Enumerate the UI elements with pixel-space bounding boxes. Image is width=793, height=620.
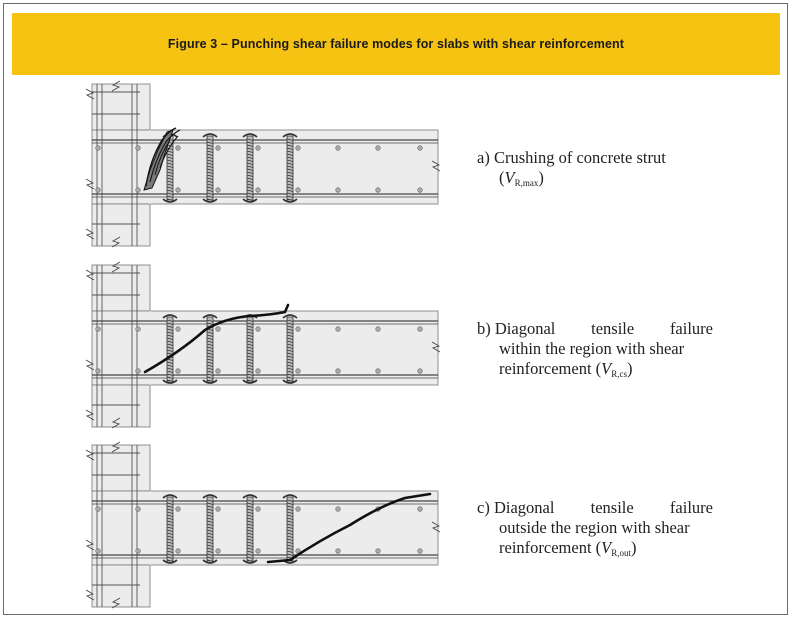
rebar-dot-bottom: [256, 549, 261, 554]
rebar-dot-bottom: [418, 549, 423, 554]
column-lower: [92, 565, 150, 607]
caption-c: [477, 498, 713, 563]
rebar-dot-bottom: [136, 549, 141, 554]
rebar-dot-top: [296, 327, 301, 332]
rebar-dot-bottom: [376, 369, 381, 374]
caption-a: [477, 148, 713, 193]
column-lower: [92, 204, 150, 246]
rebar-dot-top: [256, 327, 261, 332]
caption-a-word: strut: [636, 148, 666, 167]
rebar-dot-bottom: [256, 188, 261, 193]
caption-c-line1: [477, 498, 713, 518]
caption-b-word: Diagonal: [494, 319, 556, 338]
caption-c-line2: outside the region with shear: [499, 518, 690, 537]
caption-b-word: failure: [669, 319, 713, 338]
rebar-dot-bottom: [176, 549, 181, 554]
caption-c-word: failure: [669, 498, 713, 517]
rebar-dot-top: [256, 146, 261, 151]
rebar-dot-top: [418, 327, 423, 332]
caption-a-line1: [477, 148, 713, 168]
rebar-dot-bottom: [216, 549, 221, 554]
panel-a-slab-diagram: [86, 81, 440, 247]
rebar-dot-bottom: [296, 188, 301, 193]
column-upper: [92, 84, 150, 130]
caption-a-symbol: V: [504, 168, 515, 187]
caption-a-word: Crushing: [493, 148, 555, 167]
caption-b-line2: within the region with shear: [499, 339, 685, 358]
rebar-dot-top: [216, 327, 221, 332]
caption-c-line3: reinforcement $(V_{R,out})$: [499, 538, 637, 558]
rebar-dot-bottom: [176, 369, 181, 374]
panel-c-slab-diagram: [86, 442, 440, 608]
rebar-dot-top: [96, 327, 101, 332]
column-upper: [92, 445, 150, 491]
caption-c-subscript: R,out: [611, 548, 632, 558]
rebar-dot-top: [176, 146, 181, 151]
rebar-dot-top: [96, 507, 101, 512]
caption-c-label: c): [477, 498, 490, 517]
rebar-dot-top: [376, 146, 381, 151]
caption-b-symbol: V: [601, 359, 612, 378]
rebar-dot-bottom: [418, 369, 423, 374]
rebar-dot-bottom: [336, 369, 341, 374]
rebar-dot-bottom: [96, 549, 101, 554]
rebar-dot-top: [336, 507, 341, 512]
caption-b-line3: reinforcement $(V_{R,cs})$: [499, 359, 633, 379]
rebar-dot-bottom: [376, 188, 381, 193]
rebar-dot-top: [176, 507, 181, 512]
rebar-dot-top: [136, 327, 141, 332]
rebar-dot-top: [336, 146, 341, 151]
caption-b: [477, 319, 713, 384]
rebar-dot-bottom: [256, 369, 261, 374]
caption-b-line1: [477, 319, 713, 339]
caption-a-line2: $(V_{R,max})$: [499, 168, 544, 188]
caption-c-word: Diagonal: [493, 498, 555, 517]
rebar-dot-top: [216, 507, 221, 512]
slab-body: [92, 491, 438, 565]
rebar-dot-bottom: [336, 549, 341, 554]
rebar-dot-top: [216, 146, 221, 151]
figure-title: Figure 3 – Punching shear failure modes for slabs with shear reinforcement: [167, 37, 625, 51]
rebar-dot-bottom: [418, 188, 423, 193]
caption-a-label: a): [477, 148, 490, 167]
rebar-dot-top: [96, 146, 101, 151]
slab-body: [92, 311, 438, 385]
caption-a-subscript: R,max: [514, 178, 539, 188]
rebar-dot-top: [336, 327, 341, 332]
rebar-dot-top: [256, 507, 261, 512]
panel-b-slab-diagram: [86, 262, 440, 428]
rebar-dot-top: [296, 146, 301, 151]
caption-b-label: b): [477, 319, 491, 338]
caption-c-word: tensile: [590, 498, 634, 517]
caption-c-symbol: V: [601, 538, 612, 557]
rebar-dot-bottom: [296, 369, 301, 374]
rebar-dot-bottom: [216, 369, 221, 374]
rebar-dot-top: [418, 507, 423, 512]
rebar-dot-bottom: [376, 549, 381, 554]
caption-a-word: concrete: [576, 148, 633, 167]
rebar-dot-top: [176, 327, 181, 332]
rebar-dot-top: [136, 146, 141, 151]
rebar-dot-bottom: [96, 188, 101, 193]
column-upper: [92, 265, 150, 311]
rebar-dot-bottom: [176, 188, 181, 193]
column-lower: [92, 385, 150, 427]
rebar-dot-bottom: [136, 188, 141, 193]
caption-a-word: of: [558, 148, 573, 167]
rebar-dot-top: [136, 507, 141, 512]
rebar-dot-top: [376, 327, 381, 332]
rebar-dot-bottom: [336, 188, 341, 193]
rebar-dot-bottom: [216, 188, 221, 193]
slab-body: [92, 130, 438, 204]
rebar-dot-top: [296, 507, 301, 512]
rebar-dot-bottom: [96, 369, 101, 374]
caption-b-subscript: R,cs: [611, 369, 627, 379]
rebar-dot-top: [418, 146, 423, 151]
caption-b-word: tensile: [591, 319, 635, 338]
rebar-dot-bottom: [136, 369, 141, 374]
